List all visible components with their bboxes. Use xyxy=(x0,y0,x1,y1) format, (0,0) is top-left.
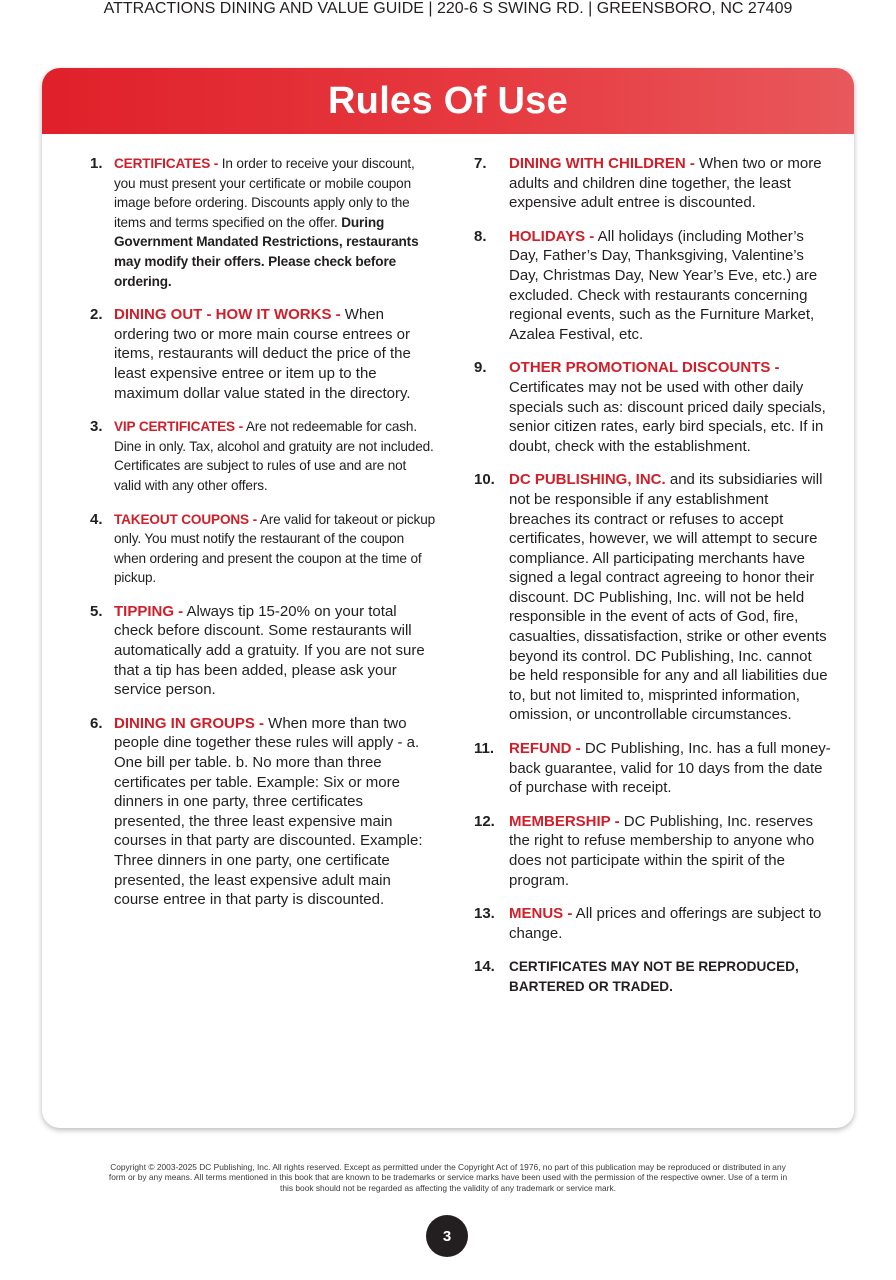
rule-text xyxy=(114,602,436,700)
rule-heading: DC PUBLISHING, INC. xyxy=(509,471,666,489)
rule-body: Are not redeemable for cash. Dine in only. Tax, alcohol and gratuity are not included. Certificates are subject to rules of use and are not valid with any other offers. xyxy=(114,419,434,493)
rule-heading: REFUND - xyxy=(509,740,581,758)
rule-heading: MENUS - xyxy=(509,905,573,923)
rule-number: 13. xyxy=(474,905,495,923)
rule-text xyxy=(509,154,832,213)
rule-number: 14. xyxy=(474,958,495,976)
rule-body: All holidays (including Mother’s Day, Father’s Day, Thanksgiving, Valentine’s Day, Christmas Day, New Year’s Eve, etc.) are excluded. Check with restaurants concerning regional events, such as the Furniture Market, Azalea Festival, etc. xyxy=(509,227,818,343)
rule-heading: HOLIDAYS - xyxy=(509,227,595,245)
rule-body: Always tip 15-20% on your total check before discount. Some restaurants will automatically add a gratuity. If you are not sure that a tip has been added, please ask your service person. xyxy=(114,602,425,699)
rule-text xyxy=(509,227,832,345)
rule-11 xyxy=(474,739,832,798)
rule-heading: MEMBERSHIP - xyxy=(509,812,620,830)
rule-number: 3. xyxy=(90,418,103,436)
rule-body: When more than two people dine together these rules will apply - a. One bill per table. b. No more than three certificates per table. Example: Six or more dinners in one party, three certificates presented, the three least expensive main courses in that party are discounted. Example: Three dinners in one party, one certificate presented, the least expensive adult main course entree in that party is discounted. xyxy=(114,714,423,909)
rule-text xyxy=(114,417,436,495)
rule-heading: OTHER PROMOTIONAL DISCOUNTS - xyxy=(509,359,780,377)
rule-body: Are valid for takeout or pickup only. You must notify the restaurant of the coupon when ordering and present the coupon at the time of pickup. xyxy=(114,511,436,586)
rule-12 xyxy=(474,812,832,890)
rule-body: When two or more adults and children dine together, the least expensive adult entree is discounted. xyxy=(509,155,822,212)
rule-text xyxy=(114,305,436,403)
rule-3 xyxy=(90,417,436,495)
rule-body: CERTIFICATES MAY NOT BE REPRODUCED, BARTERED OR TRADED. xyxy=(509,959,799,994)
rule-number: 10. xyxy=(474,471,495,489)
rule-number: 9. xyxy=(474,359,487,377)
rule-number: 12. xyxy=(474,812,495,830)
rule-number: 2. xyxy=(90,306,103,324)
rule-4 xyxy=(90,510,436,588)
rule-text xyxy=(114,510,436,588)
rule-text xyxy=(114,714,436,910)
rule-6 xyxy=(90,714,436,910)
rule-text xyxy=(509,812,832,890)
rule-text xyxy=(509,957,832,996)
rule-number: 4. xyxy=(90,510,103,528)
rule-number: 1. xyxy=(90,155,103,172)
rule-body: In order to receive your discount, you must present your certificate or mobile coupon image before ordering. Discounts apply only to the items and terms specified on the offer. xyxy=(114,156,415,230)
left-column xyxy=(90,154,436,924)
rule-heading: CERTIFICATES - xyxy=(114,156,219,171)
right-column xyxy=(474,154,832,1011)
rule-body: DC Publishing, Inc. reserves the right to refuse membership to anyone who does not participate within the spirit of the program. xyxy=(509,812,815,889)
rule-heading: DINING OUT - HOW IT WORKS - xyxy=(114,306,341,324)
rule-5 xyxy=(90,602,436,700)
rule-text xyxy=(509,904,832,943)
rules-card xyxy=(42,68,854,1128)
rule-1 xyxy=(90,154,436,291)
footer-copyright: Copyright © 2003-2025 DC Publishing, Inc. All rights reserved. Except as permitted under the Copyright Act of 1976, no part of this publication may be reproduced or distributed in any form or by any means. All terms mentioned in this book that are known to be trademarks or service marks have been used with the permission of the respective owner. Use of a term in this book should not be regarded as affecting the validity of any trademark or service mark. xyxy=(108,1162,788,1193)
rule-14 xyxy=(474,957,832,996)
rule-text xyxy=(509,470,832,725)
rule-8 xyxy=(474,227,832,345)
rule-text xyxy=(509,358,832,456)
rule-heading: TAKEOUT COUPONS - xyxy=(114,511,257,527)
rule-text xyxy=(114,154,436,291)
title-banner xyxy=(42,68,854,134)
rule-10 xyxy=(474,470,832,725)
rule-body: Certificates may not be used with other daily specials such as: discount priced daily specials, senior citizen rates, early bird specials, etc. If in doubt, check with the establishment. xyxy=(509,378,826,455)
rule-heading: DINING WITH CHILDREN - xyxy=(509,155,695,172)
rule-number: 5. xyxy=(90,602,103,620)
rule-emphasis: During Government Mandated Restrictions, restaurants may modify their offers. Please check before ordering. xyxy=(114,214,419,289)
rule-number: 11. xyxy=(474,740,495,758)
page-number-badge: 3 xyxy=(426,1215,468,1257)
rule-body: and its subsidiaries will not be responsible if any establishment breaches its contract or refuses to accept certificates, however, we will attempt to secure compliance. All participating merchants have signed a legal contract agreeing to honor their discount. DC Publishing, Inc. will not be held responsible in the event of acts of God, fire, casualties, dissatisfaction, strike or other events beyond its control. DC Publishing, Inc. cannot be held responsible for any and all liabilities due to, but not limited to, misprinted information, omission, or uncontrollable circumstances. xyxy=(509,471,828,724)
footer-address: ATTRACTIONS DINING AND VALUE GUIDE | 220-6 S SWING RD. | GREENSBORO, NC 27409 xyxy=(103,0,793,17)
page-title: Rules Of Use xyxy=(327,79,569,122)
rule-body: When ordering two or more main course entrees or items, restaurants will deduct the price of the least expensive entree or item up to the maximum dollar value stated in the directory. xyxy=(114,306,411,402)
rule-9 xyxy=(474,358,832,456)
rule-text xyxy=(509,739,832,798)
rule-13 xyxy=(474,904,832,943)
rule-heading: TIPPING - xyxy=(114,602,184,620)
rule-heading: DINING IN GROUPS - xyxy=(114,714,265,732)
rule-heading: VIP CERTIFICATES - xyxy=(114,419,243,435)
rule-number: 7. xyxy=(474,155,487,172)
rule-2 xyxy=(90,305,436,403)
rule-7 xyxy=(474,154,832,213)
rule-body: DC Publishing, Inc. has a full money-back guarantee, valid for 10 days from the date of purchase with receipt. xyxy=(509,740,831,797)
rule-body: All prices and offerings are subject to change. xyxy=(509,905,822,942)
rule-number: 8. xyxy=(474,227,487,245)
rule-number: 6. xyxy=(90,714,103,732)
